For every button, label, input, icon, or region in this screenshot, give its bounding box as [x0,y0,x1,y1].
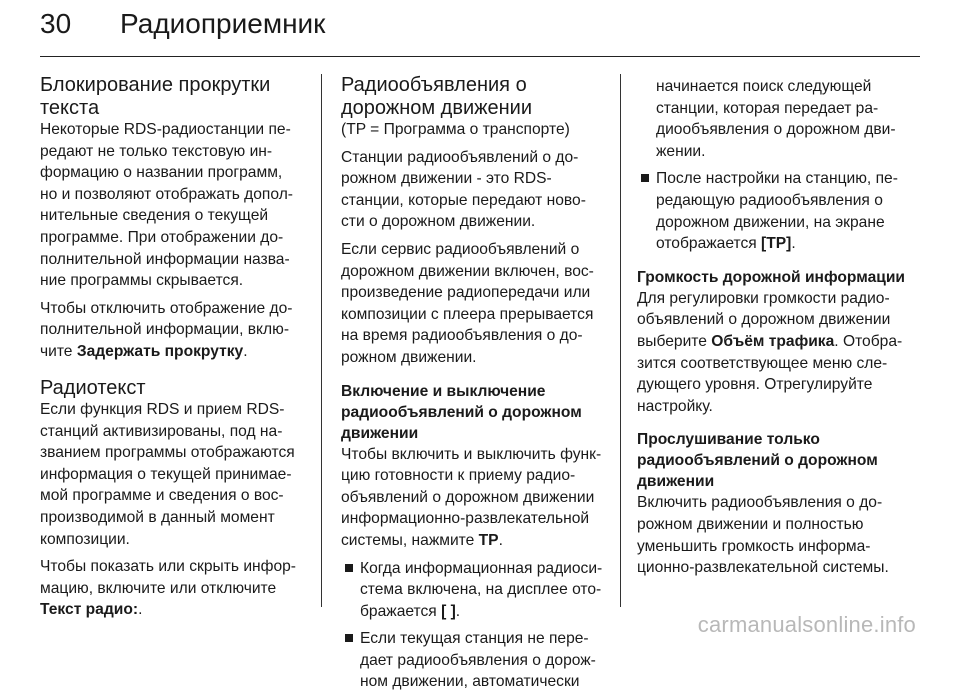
text-line: станции, которые передают ново- [341,191,586,209]
text-line: редают не только текстовую ин- [40,142,273,160]
text-line: редающую радиообъявления о [656,191,883,209]
text-line: диообъявления о дорожном дви- [656,121,896,139]
text-line: полнительной информации назва- [40,250,290,268]
punctuation: . [455,602,461,620]
text-line: жении. [656,142,706,160]
text-line: чите [40,342,77,360]
text-line: бражается [360,602,442,620]
list-item-continuation [637,76,907,162]
paragraph [40,399,302,550]
text-line: композиции. [40,530,130,548]
section-heading-traffic-announcements [341,74,603,119]
watermark: carmanualsonline.info [697,612,916,637]
paragraph [40,298,302,363]
text-line: Для регулировки громкости радио- [637,289,890,307]
text-line: информационно-развлекательной [341,510,590,528]
text-line: После настройки на станцию, пе- [656,170,898,188]
paragraph [637,288,907,418]
text-line: уменьшить громкость информа- [637,537,871,555]
paragraph [40,119,302,292]
text-line: движении [341,424,419,442]
button-reference: TP [478,531,499,549]
running-title: Радиоприемник [120,8,326,39]
bullet-square-icon [345,634,353,642]
text-line: станций активизированы, под на- [40,422,283,440]
header-rule [40,56,920,57]
text-line: производимой в данный момент [40,509,275,526]
text-line: информация о текущей принимае- [40,465,292,483]
text-line: на время радиообъявления о до- [341,327,583,345]
text-line: движении [637,473,715,491]
text-line: Некоторые RDS-радиостанции пе- [40,121,291,138]
paragraph [637,492,907,578]
list-item [637,168,907,254]
text-line: объявлений о дорожном движении [341,488,595,506]
paragraph [341,147,603,233]
text-line: ном движении, автоматически [360,673,580,691]
heading-line: дорожном движении [341,96,533,119]
text-line: Если текущая станция не пере- [360,630,589,648]
display-symbol: [ ] [441,602,456,620]
text-line: настройку. [637,397,713,415]
punctuation: . [138,601,143,619]
text-line: рожном движении - это RDS- [341,170,552,188]
heading-line: текста [40,96,100,119]
column-2 [341,74,603,699]
bullet-square-icon [345,564,353,572]
column-3 [637,76,907,585]
column-divider-2 [620,74,621,607]
text-line: мой программе и сведения о вос- [40,487,284,505]
text-line: нительные сведения о текущей [40,207,269,225]
heading-line: Радиообъявления о [341,74,527,96]
paragraph [341,444,603,552]
subheading-toggle-traffic [341,381,603,444]
punctuation: . [498,531,503,549]
text-line: Если сервис радиообъявлений о [341,240,580,258]
section-heading-scroll-lock [40,74,302,119]
paragraph [341,239,603,369]
text-line: но и позволяют отображать допол- [40,185,294,203]
heading-line: Блокирование прокрутки [40,74,271,96]
text-line: станции, которая передает ра- [656,99,879,117]
text-line: рожном движении. [341,348,477,366]
text-line: зится соответствующее меню сле- [637,354,888,372]
text-line: выберите [637,332,712,350]
text-line: системы, нажмите [341,531,479,549]
text-line: дорожном движении включен, вос- [341,262,594,280]
text-line: Чтобы отключить отображение до- [40,299,293,317]
text-line: Прослушивание только [637,431,820,449]
text-line: композиции с плеера прерывается [341,305,594,323]
text-line: Станции радиообъявлений о до- [341,148,579,166]
text-line: формацию о названии программ, [40,164,283,182]
punctuation: . [243,342,248,360]
text-line: произведение радиопередачи или [341,284,591,302]
text-line: . Отобра- [834,332,903,350]
text-line: Чтобы включить и выключить функ- [341,445,602,463]
text-line: Включить радиообъявления о до- [637,494,883,512]
list-item [341,628,603,693]
text-line: ние программы скрывается. [40,272,244,290]
text-line: Включение и выключение [341,382,546,400]
text-line: дующего уровня. Отрегулируйте [637,376,873,394]
bullet-square-icon [641,174,649,182]
text-line: Когда информационная радиоси- [360,559,603,577]
text-line: отображается [656,235,762,253]
subheading-traffic-volume: Громкость дорожной информации [637,268,906,286]
page-number: 30 [40,8,72,39]
text-line: Если функция RDS и прием RDS- [40,401,285,419]
display-symbol: [TP] [761,235,792,253]
column-1 [40,74,302,627]
tp-note: (TP = Программа о транспорте) [341,121,570,138]
text-line: сти о дорожном движении. [341,213,536,231]
section-heading-radiotext: Радиотекст [40,376,146,399]
text-line: мацию, включите или отключите [40,579,277,597]
text-line: стема включена, на дисплее ото- [360,581,602,599]
menu-item-reference: Объём трафика [711,332,835,350]
text-line: начинается поиск следующей [656,78,872,95]
text-line: радиообъявлений о дорожном [637,452,878,470]
text-line: ционно-развлекательной системы. [637,559,889,577]
punctuation: . [791,235,796,253]
menu-item-reference: Задержать прокрутку [76,342,244,360]
text-line: дорожном движении, на экране [656,213,885,231]
column-divider-1 [321,74,322,607]
menu-item-reference: Текст радио: [40,601,139,619]
text-line: цию готовности к приему радио- [341,467,576,485]
text-line: дает радиообъявления о дорож- [360,651,596,669]
subheading-traffic-only [637,429,907,492]
text-line: Чтобы показать или скрыть инфор- [40,558,297,576]
list-item [341,558,603,623]
text-line: радиообъявлений о дорожном [341,403,582,421]
text-line: объявлений о дорожном движении [637,311,891,329]
text-line: званием программы отображаются [40,444,295,462]
text-line: полнительной информации, вклю- [40,321,290,339]
paragraph [40,556,302,621]
text-line: рожном движении и полностью [637,515,864,533]
text-line: программе. При отображении до- [40,228,284,246]
page-header [40,8,325,48]
